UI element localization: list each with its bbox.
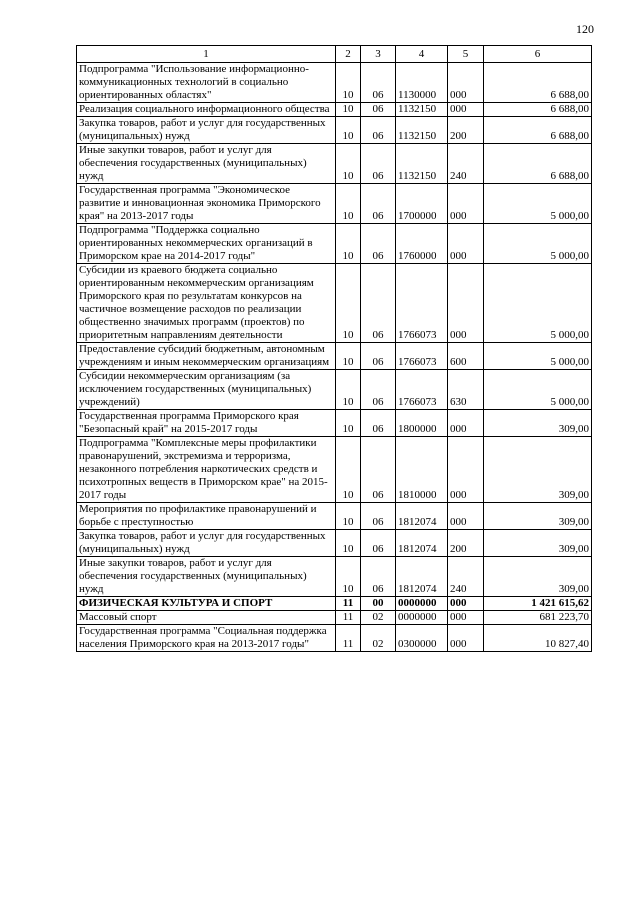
row-section: 10 [336,503,361,530]
row-section: 10 [336,410,361,437]
row-name: Подпрограмма "Комплексные меры профилактики правонарушений, экстремизма и терроризма, незаконного потребления наркотических средств и психотропных веществ в Приморском крае" на 2015-2017 годы [77,437,336,503]
row-target-code: 1130000 [396,63,448,103]
row-section: 11 [336,597,361,611]
row-subsection: 06 [361,343,396,370]
row-sum: 10 827,40 [484,625,592,652]
row-name: ФИЗИЧЕСКАЯ КУЛЬТУРА И СПОРТ [77,597,336,611]
header-row [77,46,592,63]
row-name: Государственная программа "Экономическое развитие и инновационная экономика Приморского края" на 2013-2017 годы [77,184,336,224]
row-name: Подпрограмма "Использование информационно-коммуникационных технологий в социально ориентированных областях" [77,63,336,103]
row-target-code: 1760000 [396,224,448,264]
row-name: Иные закупки товаров, работ и услуг для обеспечения государственных (муниципальных) нужд [77,144,336,184]
row-name: Иные закупки товаров, работ и услуг для обеспечения государственных (муниципальных) нужд [77,557,336,597]
row-target-code: 1812074 [396,557,448,597]
row-section: 10 [336,117,361,144]
row-section: 11 [336,611,361,625]
row-expense-type: 240 [448,557,484,597]
table-row [77,530,592,557]
row-section: 10 [336,144,361,184]
row-subsection: 06 [361,144,396,184]
row-name: Подпрограмма "Поддержка социально ориентированных некоммерческих организаций в Приморском крае на 2014-2017 годы" [77,224,336,264]
row-name: Массовый спорт [77,611,336,625]
row-section: 10 [336,343,361,370]
row-target-code: 1766073 [396,343,448,370]
row-expense-type: 630 [448,370,484,410]
row-section: 10 [336,63,361,103]
row-target-code: 1812074 [396,530,448,557]
header-cell: 3 [361,46,396,63]
row-sum: 5 000,00 [484,224,592,264]
header-cell: 1 [77,46,336,63]
row-sum: 309,00 [484,437,592,503]
row-sum: 6 688,00 [484,103,592,117]
table-row [77,611,592,625]
row-target-code: 1132150 [396,117,448,144]
row-expense-type: 000 [448,103,484,117]
row-target-code: 1800000 [396,410,448,437]
row-sum: 309,00 [484,503,592,530]
table-row [77,437,592,503]
row-name: Мероприятия по профилактике правонарушений и борьбе с преступностью [77,503,336,530]
row-target-code: 1812074 [396,503,448,530]
row-target-code: 0300000 [396,625,448,652]
row-sum: 6 688,00 [484,117,592,144]
row-expense-type: 000 [448,503,484,530]
row-section: 10 [336,224,361,264]
table-row [77,184,592,224]
row-name: Государственная программа Приморского края "Безопасный край" на 2015-2017 годы [77,410,336,437]
header-cell: 2 [336,46,361,63]
row-expense-type: 000 [448,597,484,611]
row-subsection: 06 [361,63,396,103]
row-subsection: 06 [361,437,396,503]
row-sum: 5 000,00 [484,184,592,224]
row-sum: 5 000,00 [484,370,592,410]
row-sum: 681 223,70 [484,611,592,625]
table-row [77,224,592,264]
row-expense-type: 240 [448,144,484,184]
row-section: 10 [336,264,361,343]
row-target-code: 0000000 [396,611,448,625]
table-row [77,625,592,652]
row-expense-type: 000 [448,264,484,343]
row-expense-type: 000 [448,611,484,625]
row-subsection: 02 [361,625,396,652]
row-section: 10 [336,370,361,410]
row-expense-type: 000 [448,63,484,103]
row-subsection: 06 [361,224,396,264]
row-subsection: 06 [361,410,396,437]
table-row-section-total [77,597,592,611]
row-name: Закупка товаров, работ и услуг для государственных (муниципальных) нужд [77,530,336,557]
row-expense-type: 000 [448,437,484,503]
row-sum: 5 000,00 [484,343,592,370]
row-section: 10 [336,557,361,597]
table-row [77,144,592,184]
row-subsection: 06 [361,103,396,117]
row-expense-type: 000 [448,410,484,437]
row-expense-type: 000 [448,224,484,264]
table-row [77,63,592,103]
row-expense-type: 200 [448,530,484,557]
row-subsection: 02 [361,611,396,625]
row-section: 10 [336,184,361,224]
table-row [77,503,592,530]
row-name: Реализация социального информационного общества [77,103,336,117]
row-section: 11 [336,625,361,652]
row-target-code: 1700000 [396,184,448,224]
table-row [77,103,592,117]
row-target-code: 1810000 [396,437,448,503]
page-number: 120 [576,22,594,36]
row-subsection: 06 [361,370,396,410]
row-sum: 309,00 [484,410,592,437]
row-name: Государственная программа "Социальная поддержка населения Приморского края на 2013-2017 годы" [77,625,336,652]
table-row [77,370,592,410]
table-row [77,117,592,144]
row-sum: 309,00 [484,530,592,557]
row-expense-type: 000 [448,625,484,652]
row-expense-type: 200 [448,117,484,144]
budget-table [76,45,592,652]
row-target-code: 0000000 [396,597,448,611]
table-row [77,264,592,343]
row-target-code: 1766073 [396,370,448,410]
row-section: 10 [336,103,361,117]
row-subsection: 06 [361,117,396,144]
row-sum: 6 688,00 [484,144,592,184]
row-expense-type: 600 [448,343,484,370]
header-cell: 6 [484,46,592,63]
row-target-code: 1766073 [396,264,448,343]
row-name: Предоставление субсидий бюджетным, автономным учреждениям и иным некоммерческим организациям [77,343,336,370]
table-row [77,410,592,437]
row-section: 10 [336,530,361,557]
row-sum: 1 421 615,62 [484,597,592,611]
header-cell: 4 [396,46,448,63]
row-name: Закупка товаров, работ и услуг для государственных (муниципальных) нужд [77,117,336,144]
row-subsection: 06 [361,557,396,597]
row-sum: 5 000,00 [484,264,592,343]
row-subsection: 06 [361,530,396,557]
row-target-code: 1132150 [396,144,448,184]
row-expense-type: 000 [448,184,484,224]
row-section: 10 [336,437,361,503]
row-sum: 6 688,00 [484,63,592,103]
row-name: Субсидии из краевого бюджета социально ориентированным некоммерческим организациям Приморского края по результатам конкурсов на частичное возмещение расходов по реализации общественно значимых программ (проектов) по приоритетным направлениям деятельности [77,264,336,343]
row-subsection: 06 [361,184,396,224]
row-subsection: 06 [361,264,396,343]
row-subsection: 06 [361,503,396,530]
row-sum: 309,00 [484,557,592,597]
table-row [77,557,592,597]
table-row [77,343,592,370]
row-subsection: 00 [361,597,396,611]
row-name: Субсидии некоммерческим организациям (за исключением государственных (муниципальных) учреждений) [77,370,336,410]
header-cell: 5 [448,46,484,63]
row-target-code: 1132150 [396,103,448,117]
